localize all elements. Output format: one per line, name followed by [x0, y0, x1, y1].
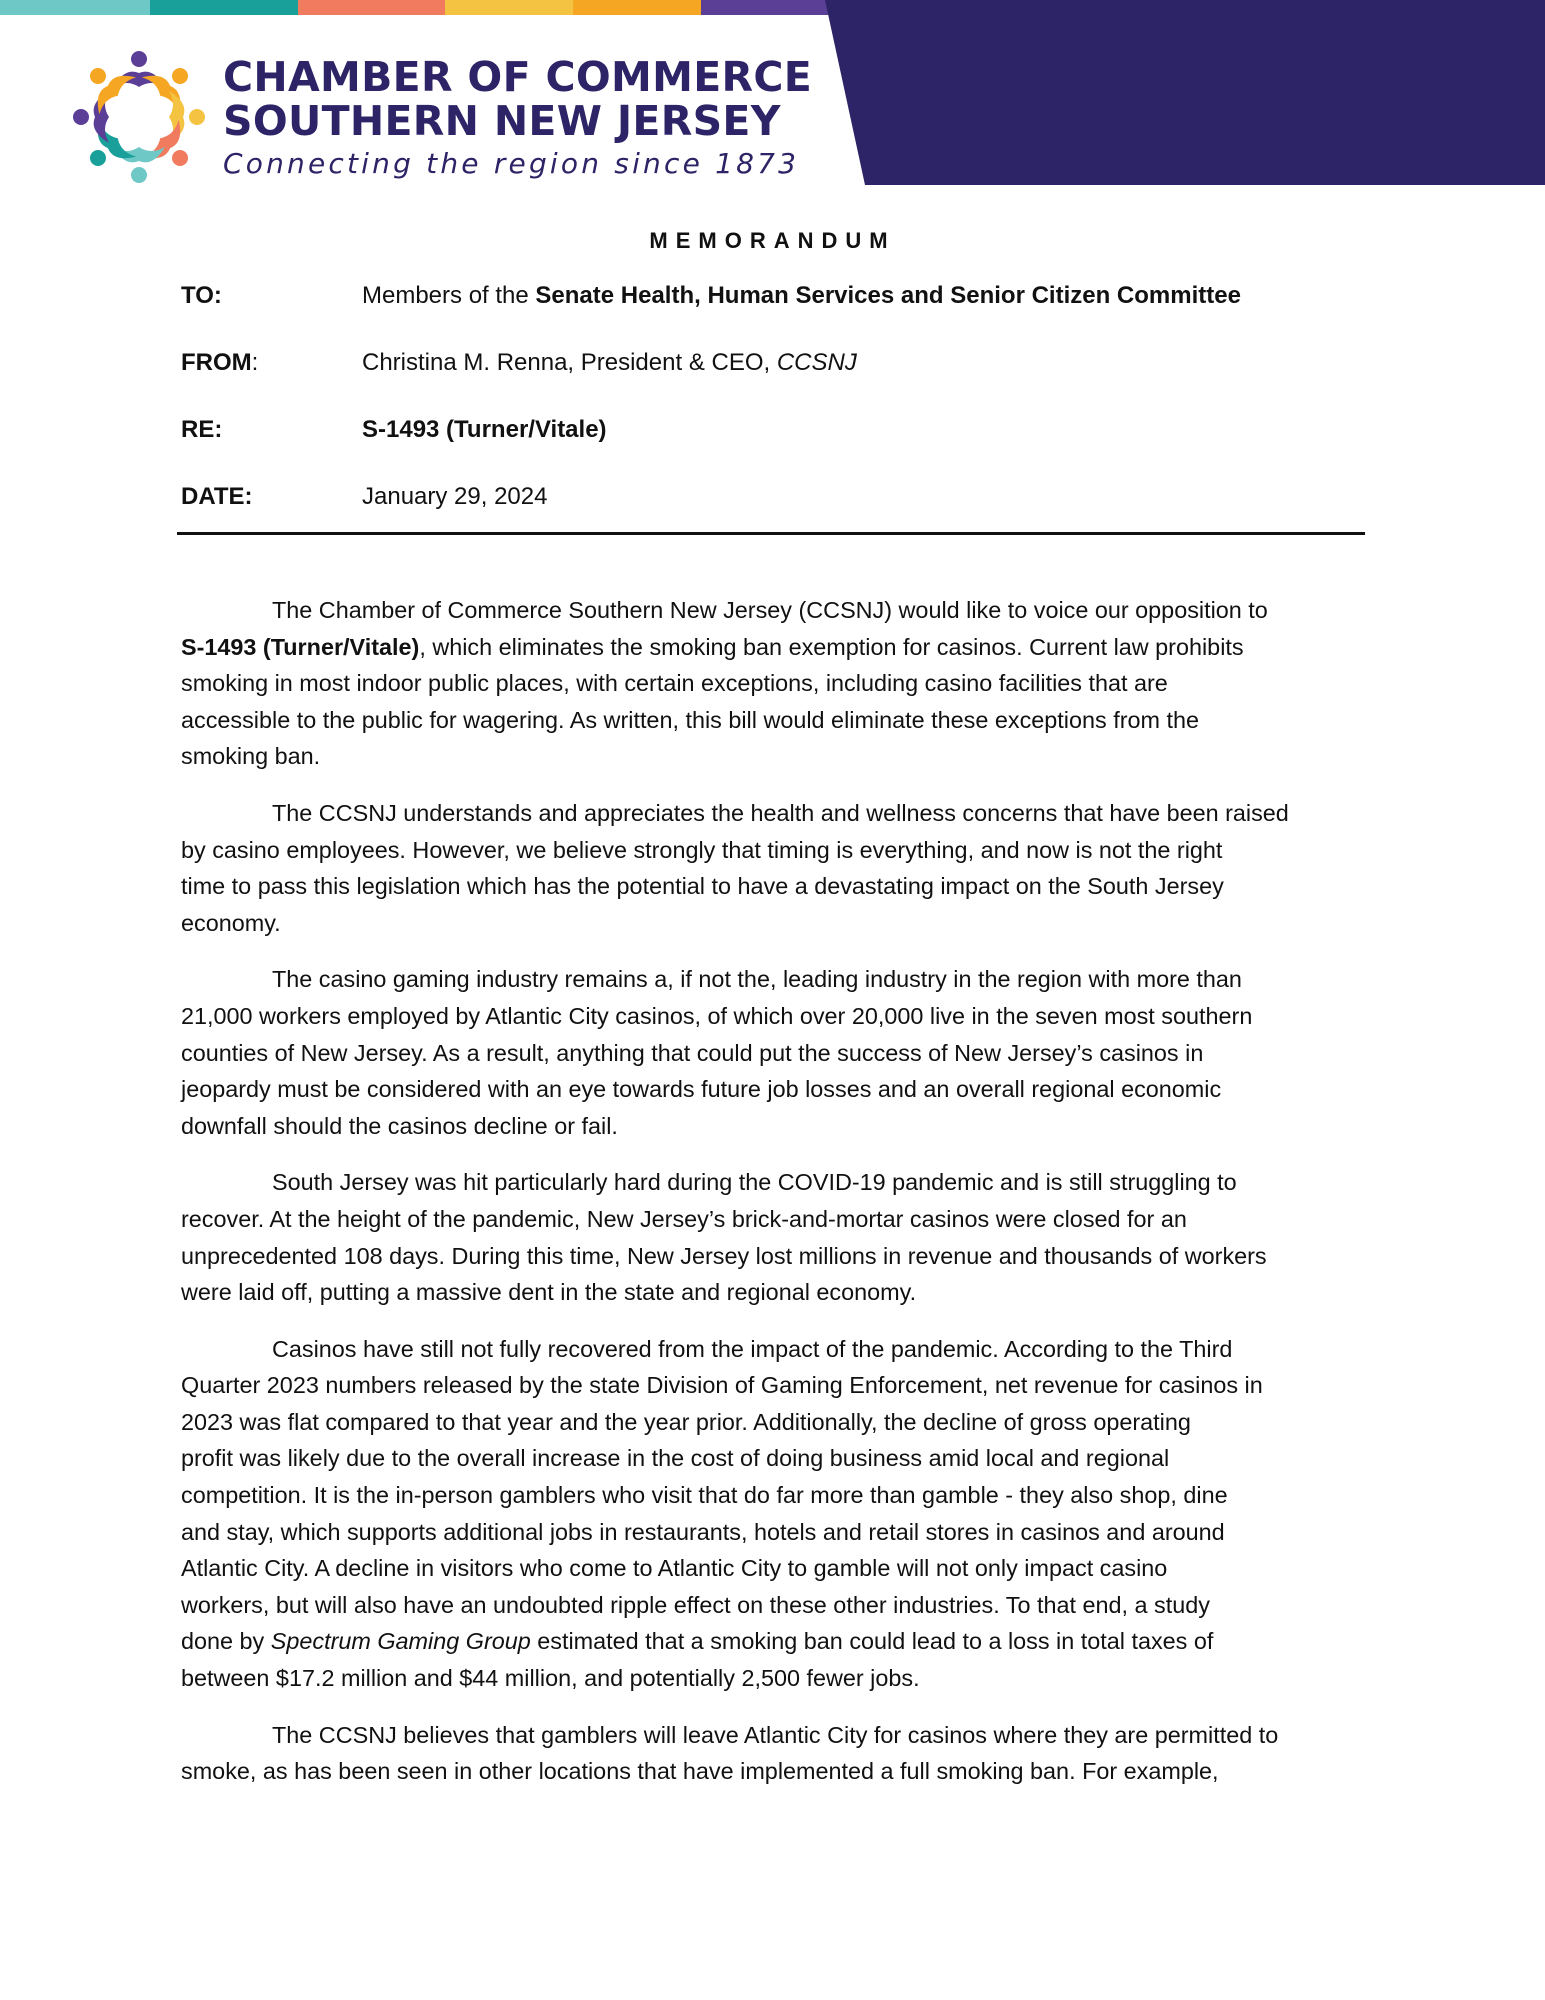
re-row — [181, 416, 1361, 483]
p5-text-b: estimated that a smoking ban could lead to a loss in total taxes of between $17.2 million and $44 million, and potentially 2,500 fewer jobs. — [181, 1628, 1214, 1692]
stripe-purple — [701, 0, 830, 15]
re-label: RE: — [181, 416, 223, 443]
chamber-logo-icon — [68, 46, 210, 188]
paragraph-6: The CCSNJ believes that gamblers will leave Atlantic City for casinos where they are permitted to smoke, as has been seen in other locations that have implemented a full smoking ban. For example, — [181, 1721, 1279, 1785]
p5-source: Spectrum Gaming Group — [270, 1628, 531, 1655]
from-label-colon: : — [251, 349, 259, 376]
p5-text-a: Casinos have still not fully recovered from the impact of the pandemic. According to the Third Quarter 2023 numbers released by the state Division of Gaming Enforcement, net revenue for casinos in 2023 was flat compared to that year and the year prior. Additionally, the decline of gross operating profit was likely due to the overall increase in the cost of doing business amid local and regional competition. It is the in-person gamblers who visit that do far more than gamble - they also shop, dine and stay, which supports additional jobs in restaurants, hotels and retail stores in casinos and around Atlantic City. A decline in visitors who come to Atlantic City to gamble will not only impact casino workers, but will also have an undoubted ripple effect on these other industries. To that end, a study done by — [181, 1335, 1263, 1655]
logo-figure-icon — [74, 52, 136, 114]
logo-figure-icon — [142, 52, 204, 114]
paragraph-5 — [181, 1331, 1371, 1697]
header-dark-block — [825, 0, 1545, 185]
from-label — [181, 349, 362, 377]
p1-text-a: The Chamber of Commerce Southern New Jersey (CCSNJ) would like to voice our opposition to — [272, 597, 1268, 623]
date-row — [181, 483, 1361, 550]
date-label: DATE: — [181, 483, 253, 510]
memo-title: MEMORANDUM — [649, 228, 896, 253]
p1-bill: S-1493 (Turner/Vitale) — [181, 633, 420, 660]
from-row — [181, 349, 1361, 416]
from-name: Christina M. Renna, President & CEO, — [362, 349, 777, 376]
to-committee: Senate Health, Human Services and Senior Citizen Committee — [535, 282, 1241, 309]
memo-fields — [181, 282, 1361, 550]
to-prefix: Members of the — [362, 282, 536, 309]
paragraph-2: The CCSNJ understands and appreciates the health and wellness concerns that have been raised by casino employees. However, we believe strongly that timing is everything, and now is not the right time to pass this legislation which has the potential to have a devastating impact on the South Jersey economy. — [181, 799, 1289, 936]
from-value — [362, 349, 857, 377]
to-row — [181, 282, 1361, 349]
paragraph-3: The casino gaming industry remains a, if not the, leading industry in the region with more than 21,000 workers employed by Atlantic City casinos, of which over 20,000 live in the seven most southern counties of New Jersey. As a result, anything that could put the success of New Jersey’s casinos in jeopardy must be considered with an eye towards future job losses and an overall regional economic downfall should the casinos decline or fail. — [181, 966, 1253, 1139]
logo-tagline: Connecting the region since 1873 — [223, 147, 800, 180]
logo-figure-icon — [74, 120, 136, 182]
header-color-stripes — [0, 0, 830, 15]
chamber-logo-wordmark — [223, 55, 812, 180]
to-value — [362, 282, 1241, 310]
logo-line-2: SOUTHERN NEW JERSEY — [223, 97, 781, 145]
logo-line-1: CHAMBER OF COMMERCE — [223, 53, 813, 101]
memo-body — [181, 592, 1371, 1810]
paragraph-4: South Jersey was hit particularly hard during the COVID-19 pandemic and is still struggling to recover. At the height of the pandemic, New Jersey’s brick-and-mortar casinos were closed for an unprecedented 108 days. During this time, New Jersey lost millions in revenue and thousands of workers were laid off, putting a massive dent in the state and regional economy. — [181, 1169, 1267, 1306]
stripe-coral — [298, 0, 445, 15]
date-value: January 29, 2024 — [362, 483, 548, 510]
paragraph-1 — [181, 592, 1371, 775]
from-label-text: FROM — [181, 349, 252, 376]
stripe-yellow — [445, 0, 573, 15]
from-org: CCSNJ — [776, 349, 857, 376]
p1-text-b: , which eliminates the smoking ban exemption for casinos. Current law prohibits smoking in most indoor public places, with certain exceptions, including casino facilities that are accessible to the public for wagering. As written, this bill would eliminate these exceptions from the smoking ban. — [181, 633, 1244, 770]
stripe-teal — [150, 0, 298, 15]
stripe-orange — [573, 0, 701, 15]
stripe-teal-light — [0, 0, 150, 15]
re-value: S-1493 (Turner/Vitale) — [362, 416, 607, 443]
to-label: TO: — [181, 282, 222, 309]
logo-figure-icon — [142, 120, 204, 182]
header-divider — [177, 532, 1365, 535]
